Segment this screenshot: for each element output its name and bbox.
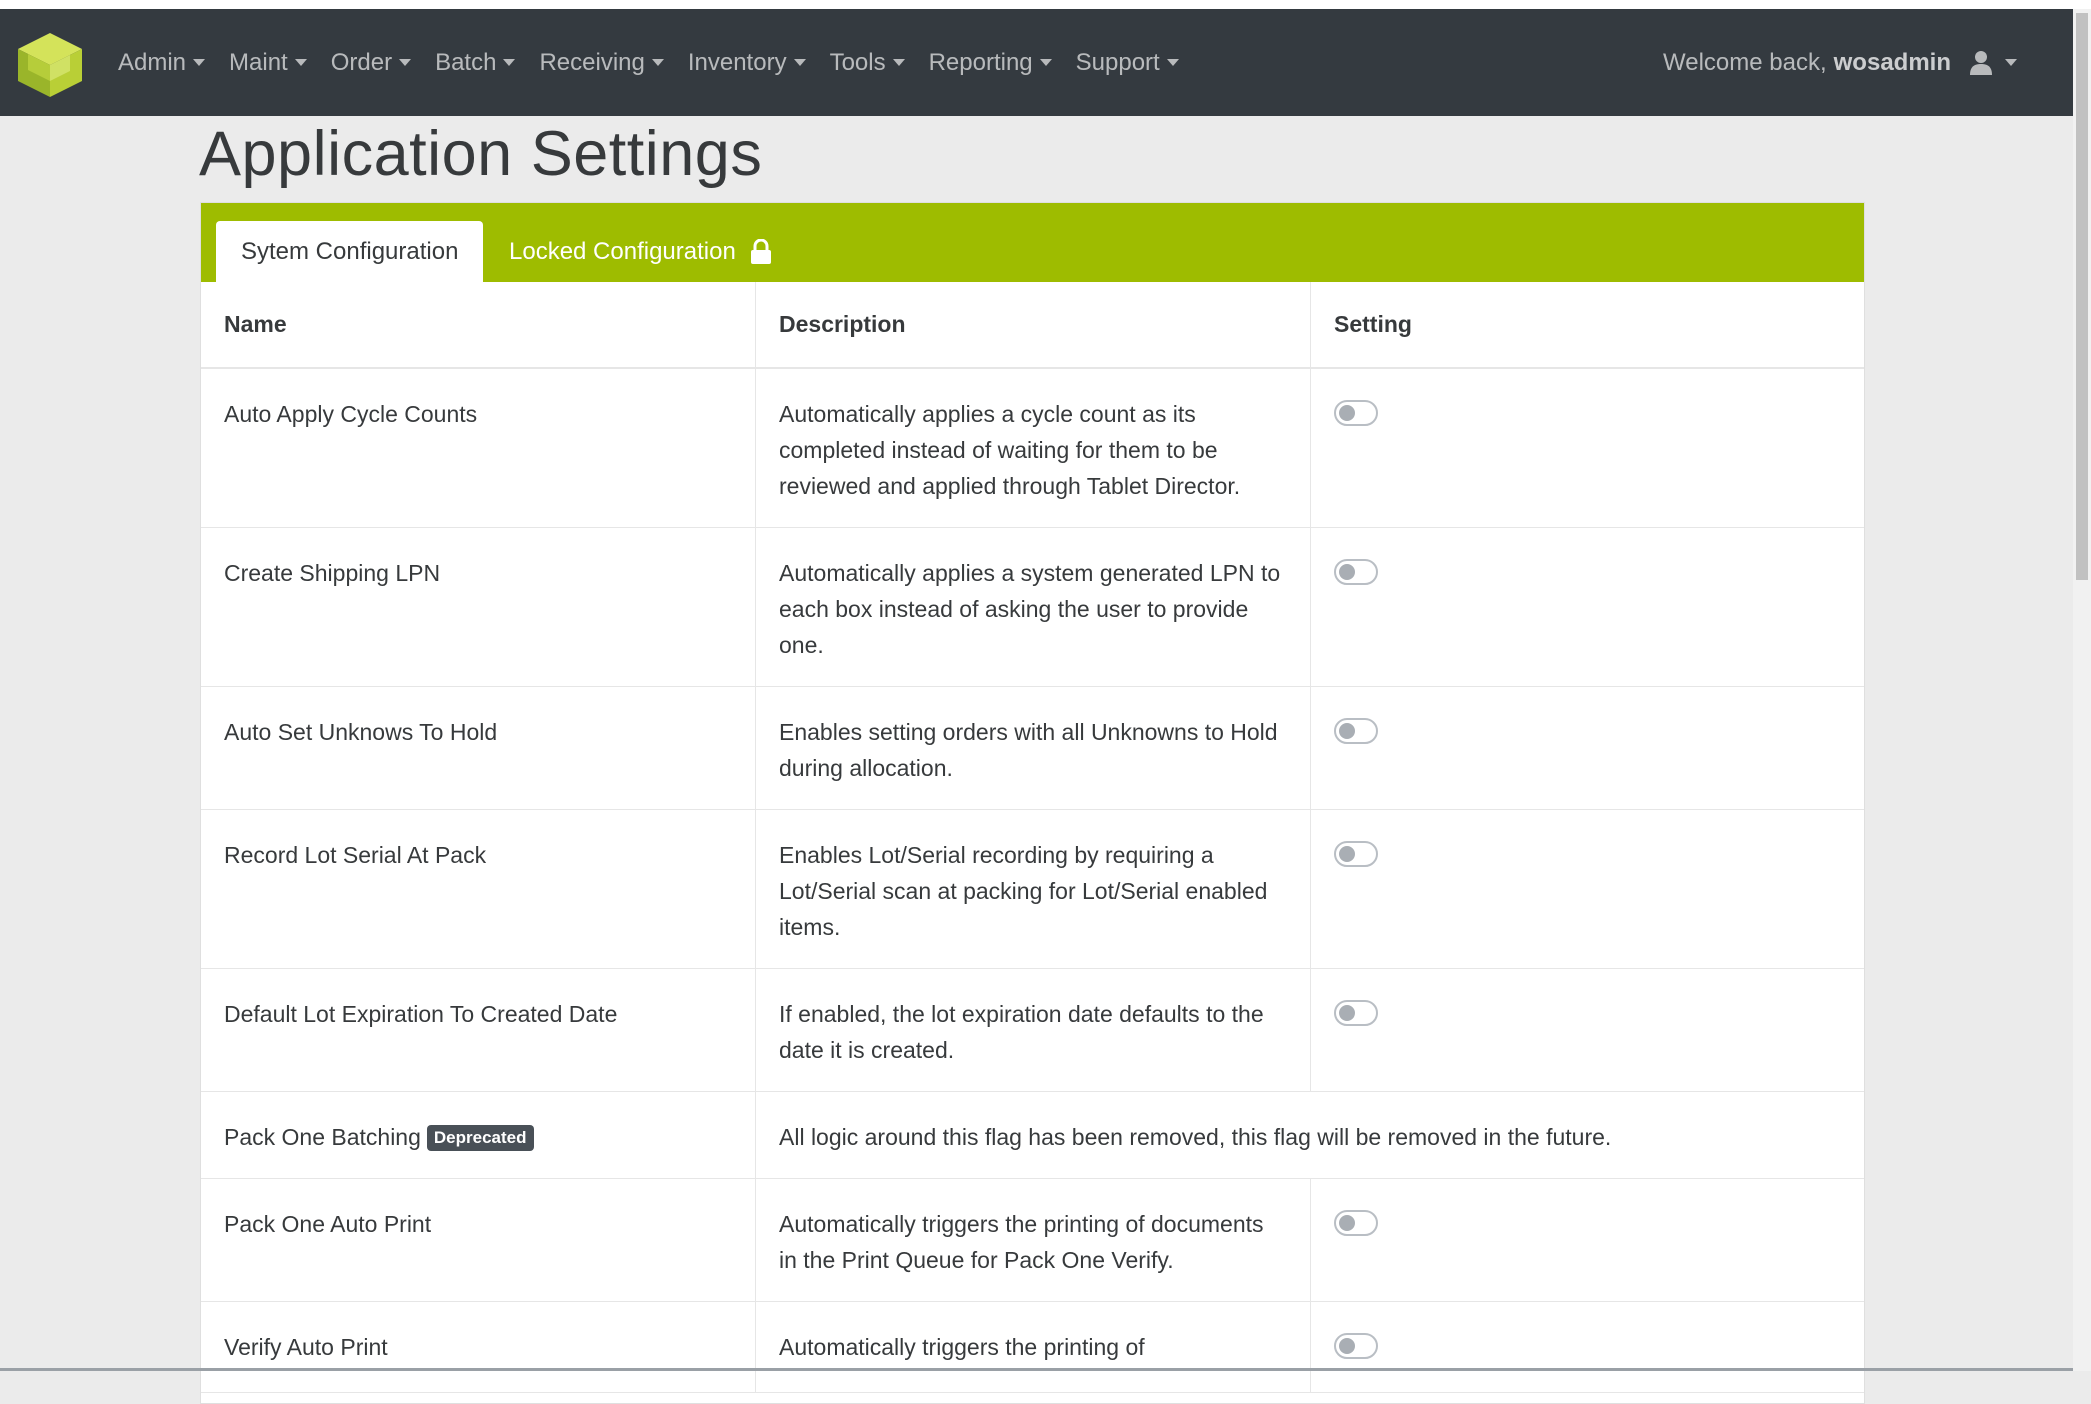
toggle-switch[interactable] <box>1334 400 1378 426</box>
user-menu-toggle[interactable] <box>1969 50 2017 76</box>
tab-locked-configuration[interactable] <box>484 221 797 282</box>
menu-reporting-label: Reporting <box>928 48 1033 76</box>
caret-down-icon <box>399 59 411 66</box>
page-title: Application Settings <box>199 119 763 189</box>
caret-down-icon <box>1040 59 1052 66</box>
caret-down-icon <box>295 59 307 66</box>
welcome-text: Welcome back, <box>1663 48 1827 76</box>
menu-inventory-label: Inventory <box>687 48 787 76</box>
menu-admin[interactable] <box>118 49 205 77</box>
deprecated-badge: Deprecated <box>427 1125 534 1151</box>
caret-down-icon <box>193 59 205 66</box>
setting-cell <box>1311 1302 1865 1393</box>
caret-down-icon <box>893 59 905 66</box>
toggle-switch[interactable] <box>1334 559 1378 585</box>
tab-system-label: Sytem Configuration <box>241 237 459 265</box>
username: wosadmin <box>1833 48 1951 76</box>
setting-description: Automatically applies a cycle count as its completed instead of waiting for them to be reviewed and applied through Tablet Director. <box>756 368 1311 528</box>
setting-cell <box>1311 687 1865 810</box>
welcome-area <box>1663 9 2017 116</box>
menu-order-label: Order <box>330 48 393 76</box>
menu-maint[interactable] <box>229 49 307 77</box>
setting-name: Pack One Auto Print <box>201 1179 756 1302</box>
main-menu <box>118 9 1203 116</box>
menu-maint-label: Maint <box>229 48 288 76</box>
menu-tools-label: Tools <box>829 48 886 76</box>
table-row <box>201 1092 1864 1179</box>
setting-name-cell <box>201 1092 756 1179</box>
menu-receiving[interactable] <box>539 49 663 77</box>
top-navbar <box>0 9 2073 116</box>
menu-batch-label: Batch <box>435 48 497 76</box>
menu-inventory[interactable] <box>688 49 806 77</box>
menu-batch[interactable] <box>435 49 515 77</box>
setting-name: Verify Auto Print <box>201 1302 756 1393</box>
header-description: Description <box>756 282 1311 368</box>
toggle-switch[interactable] <box>1334 1333 1378 1359</box>
setting-name: Default Lot Expiration To Created Date <box>201 969 756 1092</box>
table-row <box>201 687 1864 810</box>
caret-down-icon <box>503 59 515 66</box>
menu-reporting[interactable] <box>929 49 1052 77</box>
setting-description: Enables Lot/Serial recording by requiring a Lot/Serial scan at packing for Lot/Serial enabled items. <box>756 810 1311 969</box>
table-row <box>201 969 1864 1092</box>
setting-cell <box>1311 528 1865 687</box>
setting-description: All logic around this flag has been removed, this flag will be removed in the future. <box>756 1092 1865 1179</box>
setting-cell <box>1311 969 1865 1092</box>
tab-system-configuration[interactable] <box>216 221 483 282</box>
table-row <box>201 810 1864 969</box>
setting-name: Create Shipping LPN <box>201 528 756 687</box>
user-icon <box>1969 50 1993 76</box>
setting-description: Automatically triggers the printing of <box>756 1302 1311 1393</box>
header-name: Name <box>201 282 756 368</box>
toggle-switch[interactable] <box>1334 841 1378 867</box>
menu-support-label: Support <box>1075 48 1160 76</box>
window-top-strip <box>0 0 2091 9</box>
setting-name: Pack One Batching <box>224 1124 421 1150</box>
table-row <box>201 1302 1864 1393</box>
table-header-row <box>201 282 1864 368</box>
setting-description: Automatically applies a system generated LPN to each box instead of asking the user to provide one. <box>756 528 1311 687</box>
tab-locked-label: Locked Configuration <box>509 237 736 265</box>
setting-name: Auto Set Unknows To Hold <box>201 687 756 810</box>
table-row <box>201 528 1864 687</box>
vertical-scrollbar[interactable] <box>2073 9 2091 1371</box>
table-row <box>201 1179 1864 1302</box>
menu-admin-label: Admin <box>118 48 187 76</box>
caret-down-icon <box>1167 59 1179 66</box>
menu-receiving-label: Receiving <box>539 48 645 76</box>
header-setting: Setting <box>1311 282 1865 368</box>
setting-cell <box>1311 368 1865 528</box>
toggle-switch[interactable] <box>1334 718 1378 744</box>
toggle-switch[interactable] <box>1334 1000 1378 1026</box>
setting-description: Enables setting orders with all Unknowns to Hold during allocation. <box>756 687 1311 810</box>
caret-down-icon <box>794 59 806 66</box>
lock-icon <box>750 239 772 265</box>
scrollbar-thumb[interactable] <box>2076 13 2088 580</box>
table-row <box>201 368 1864 528</box>
setting-cell <box>1311 1179 1865 1302</box>
setting-name: Auto Apply Cycle Counts <box>201 368 756 528</box>
tab-bar <box>201 203 1864 282</box>
toggle-switch[interactable] <box>1334 1210 1378 1236</box>
menu-order[interactable] <box>331 49 411 77</box>
settings-table <box>201 282 1864 1393</box>
settings-card <box>200 202 1865 1404</box>
caret-down-icon <box>652 59 664 66</box>
cube-logo-icon[interactable] <box>14 27 86 99</box>
setting-cell <box>1311 810 1865 969</box>
setting-description: Automatically triggers the printing of documents in the Print Queue for Pack One Verify. <box>756 1179 1311 1302</box>
menu-support[interactable] <box>1076 49 1179 77</box>
setting-name: Record Lot Serial At Pack <box>201 810 756 969</box>
menu-tools[interactable] <box>830 49 905 77</box>
caret-down-icon <box>2005 59 2017 66</box>
setting-description: If enabled, the lot expiration date defaults to the date it is created. <box>756 969 1311 1092</box>
